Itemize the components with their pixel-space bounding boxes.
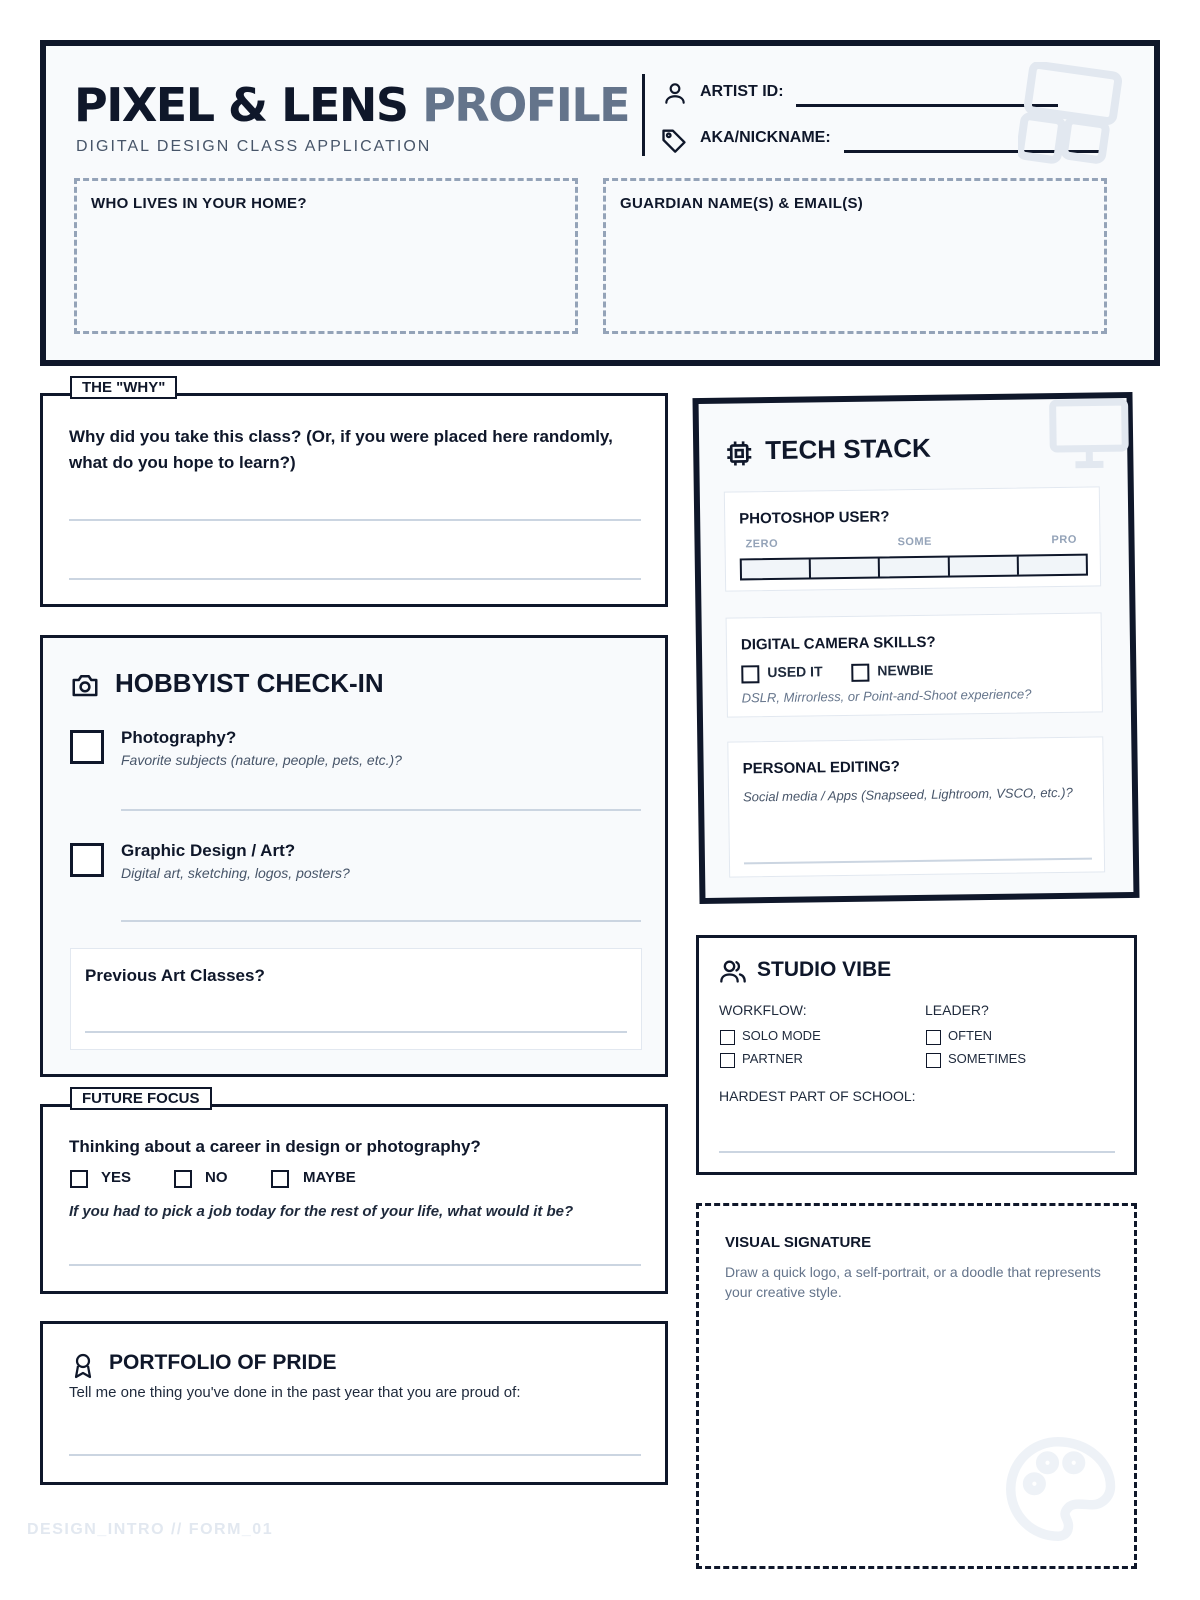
- future-yes-checkbox[interactable]: [70, 1170, 88, 1188]
- home-members-title: WHO LIVES IN YOUR HOME?: [91, 195, 307, 212]
- graphic-design-answer-line[interactable]: [121, 920, 641, 922]
- visual-signature-title: VISUAL SIGNATURE: [725, 1234, 872, 1251]
- scale-some-label: SOME: [897, 535, 933, 549]
- hobbyist-title: HOBBYIST CHECK-IN: [115, 668, 384, 698]
- studio-vibe-card: [696, 935, 1137, 1175]
- solo-mode-label: SOLO MODE: [742, 1028, 821, 1043]
- scale-segment[interactable]: [880, 558, 949, 577]
- why-question: Why did you take this class? (Or, if you were placed here randomly, what do you hope to learn?): [69, 427, 613, 472]
- title-accent-part: PROFILE: [422, 78, 630, 132]
- workflow-label: WORKFLOW:: [719, 1002, 807, 1018]
- visual-signature-prompt: Draw a quick logo, a self-portrait, or a doodle that represents your creative style.: [725, 1264, 1101, 1300]
- future-tab: FUTURE FOCUS: [70, 1087, 212, 1110]
- scale-segment[interactable]: [949, 557, 1018, 576]
- used-it-label: USED IT: [767, 663, 823, 681]
- portfolio-title: PORTFOLIO OF PRIDE: [109, 1351, 337, 1374]
- why-answer-line-1[interactable]: [69, 519, 641, 521]
- form-watermark: DESIGN_INTRO // FORM_01: [27, 1521, 274, 1538]
- why-card: [40, 393, 668, 607]
- camera-box: [726, 612, 1103, 717]
- award-ribbon-icon: [71, 1352, 95, 1380]
- solo-mode-checkbox[interactable]: [720, 1030, 735, 1045]
- tag-icon: [660, 126, 688, 154]
- page-title: [74, 78, 629, 132]
- palette-icon: [995, 1426, 1121, 1552]
- often-label: OFTEN: [948, 1028, 993, 1043]
- photography-hint: Favorite subjects (nature, people, pets, etc.)?: [121, 752, 402, 768]
- portfolio-prompt: Tell me one thing you've done in the past year that you are proud of:: [69, 1384, 521, 1401]
- camera-label: DIGITAL CAMERA SKILLS?: [740, 633, 936, 654]
- monitor-icon: [1049, 398, 1130, 473]
- hobbyist-card: [40, 635, 668, 1077]
- future-no-checkbox[interactable]: [174, 1170, 192, 1188]
- photography-checkbox[interactable]: [70, 730, 104, 764]
- future-card: [40, 1104, 668, 1294]
- artist-id-label: ARTIST ID:: [700, 83, 784, 100]
- camera-hint: DSLR, Mirrorless, or Point-and-Shoot experience?: [741, 686, 1032, 706]
- tech-stack-title: TECH STACK: [765, 432, 932, 466]
- aka-label: AKA/NICKNAME:: [700, 129, 831, 146]
- user-icon: [662, 80, 688, 106]
- header-panel: [40, 40, 1160, 366]
- previous-classes-box: [70, 948, 642, 1050]
- newbie-label: NEWBIE: [877, 661, 934, 679]
- hardest-part-line[interactable]: [719, 1151, 1115, 1153]
- portfolio-card: [40, 1321, 668, 1485]
- future-maybe-label: MAYBE: [303, 1169, 356, 1186]
- why-tab: THE "WHY": [70, 376, 177, 399]
- graphic-design-checkbox[interactable]: [70, 843, 104, 877]
- cpu-chip-icon: [723, 437, 755, 469]
- used-it-checkbox[interactable]: [741, 665, 759, 683]
- portfolio-answer-line[interactable]: [69, 1454, 641, 1456]
- often-checkbox[interactable]: [926, 1030, 941, 1045]
- editing-hint: Social media / Apps (Snapseed, Lightroom, VSCO, etc.)?: [742, 784, 1073, 805]
- leader-label: LEADER?: [925, 1002, 989, 1018]
- previous-classes-label: Previous Art Classes?: [85, 966, 265, 985]
- tech-stack-card: [692, 392, 1139, 904]
- page-subtitle: DIGITAL DESIGN CLASS APPLICATION: [76, 138, 432, 155]
- photography-label: Photography?: [121, 728, 237, 747]
- scale-zero-label: ZERO: [745, 537, 779, 551]
- scale-segment[interactable]: [1019, 556, 1086, 575]
- future-no-label: NO: [205, 1169, 228, 1186]
- editing-box: [727, 736, 1105, 877]
- partner-label: PARTNER: [742, 1051, 803, 1066]
- users-icon: [719, 958, 747, 984]
- future-yes-label: YES: [101, 1169, 132, 1186]
- editing-label: PERSONAL EDITING?: [742, 758, 901, 778]
- guardian-title: GUARDIAN NAME(S) & EMAIL(S): [620, 195, 864, 212]
- photography-answer-line[interactable]: [121, 809, 641, 811]
- photoshop-skill-scale[interactable]: [740, 554, 1088, 581]
- graphic-design-label: Graphic Design / Art?: [121, 841, 296, 860]
- scale-segment[interactable]: [742, 559, 811, 578]
- devices-icon: [1018, 62, 1122, 166]
- newbie-checkbox[interactable]: [851, 664, 869, 682]
- graphic-design-hint: Digital art, sketching, logos, posters?: [121, 865, 350, 881]
- scale-segment[interactable]: [811, 558, 880, 577]
- hardest-part-label: HARDEST PART OF SCHOOL:: [719, 1088, 916, 1104]
- home-members-box[interactable]: [74, 178, 578, 334]
- header-divider: [642, 74, 645, 156]
- scale-pro-label: PRO: [1051, 533, 1077, 547]
- guardian-box[interactable]: [603, 178, 1107, 334]
- previous-classes-line[interactable]: [85, 1031, 627, 1033]
- partner-checkbox[interactable]: [720, 1053, 735, 1068]
- photoshop-label: PHOTOSHOP USER?: [739, 508, 890, 528]
- future-maybe-checkbox[interactable]: [271, 1170, 289, 1188]
- future-job-prompt: If you had to pick a job today for the rest of your life, what would it be?: [69, 1203, 574, 1220]
- photoshop-box: [724, 486, 1101, 591]
- camera-icon: [69, 670, 101, 700]
- why-answer-line-2[interactable]: [69, 578, 641, 580]
- future-job-line[interactable]: [69, 1264, 641, 1266]
- editing-answer-line[interactable]: [744, 858, 1092, 865]
- sometimes-label: SOMETIMES: [948, 1051, 1027, 1066]
- sometimes-checkbox[interactable]: [926, 1053, 941, 1068]
- title-main-part: PIXEL & LENS: [74, 78, 408, 132]
- future-question: Thinking about a career in design or photography?: [69, 1137, 481, 1156]
- visual-signature-box[interactable]: [696, 1203, 1137, 1569]
- studio-vibe-title: STUDIO VIBE: [757, 958, 892, 981]
